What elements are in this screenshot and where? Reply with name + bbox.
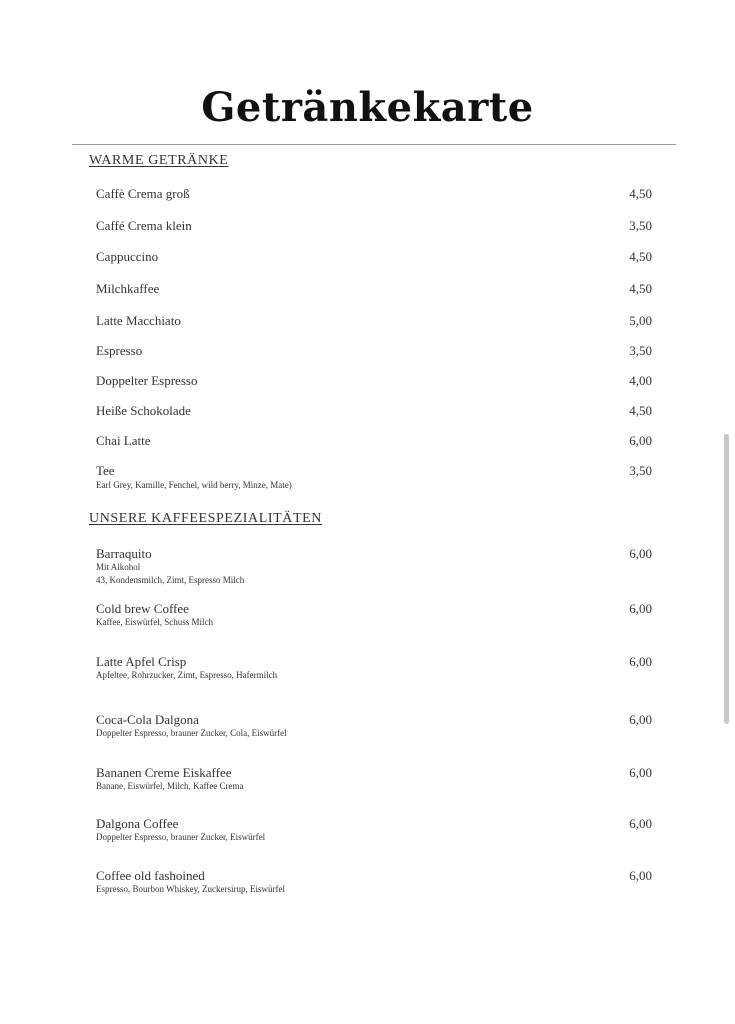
item-price: 6,00 (629, 654, 652, 669)
item-price: 6,00 (629, 546, 652, 561)
page-title: Getränkekarte (201, 84, 534, 131)
item-name: Cold brew Coffee (96, 601, 189, 616)
item-name: Bananen Creme Eiskaffee (96, 765, 232, 780)
item-name: Barraquito (96, 546, 152, 561)
item-description: 43, Kondensmilch, Zimt, Espresso Milch (96, 575, 245, 585)
item-price: 4,50 (629, 249, 652, 264)
item-description: Doppelter Espresso, brauner Zucker, Cola, Eiswürfel (96, 728, 287, 738)
section-heading-kaffeespezialitaeten: UNSERE KAFFEESPEZIALITÄTEN (89, 511, 322, 526)
item-description: Espresso, Bourbon Whiskey, Zuckersirup, Eiswürfel (96, 884, 285, 894)
item-price: 4,50 (629, 186, 652, 201)
item-price: 6,00 (629, 601, 652, 616)
item-name: Milchkaffee (96, 281, 160, 296)
title-divider (72, 144, 676, 145)
item-name: Caffé Crema klein (96, 218, 192, 233)
item-description: Banane, Eiswürfel, Milch, Kaffee Crema (96, 781, 244, 791)
item-price: 6,00 (629, 816, 652, 831)
item-price: 4,00 (629, 373, 652, 388)
item-price: 3,50 (629, 343, 652, 358)
item-description: Apfeltee, Rohrzucker, Zimt, Espresso, Hafermilch (96, 670, 278, 680)
item-description: Earl Grey, Kamille, Fenchel, wild berry, Minze, Mate) (96, 480, 292, 490)
item-name: Latte Apfel Crisp (96, 654, 187, 669)
item-name: Doppelter Espresso (96, 373, 198, 388)
section-heading-warme-getraenke: WARME GETRÄNKE (89, 153, 229, 168)
item-name: Chai Latte (96, 433, 151, 448)
item-name: Cappuccino (96, 249, 159, 264)
item-price: 4,50 (629, 403, 652, 418)
item-price: 3,50 (629, 218, 652, 233)
item-name: Dalgona Coffee (96, 816, 179, 831)
item-name: Tee (96, 463, 115, 478)
item-price: 6,00 (629, 712, 652, 727)
item-description: Kaffee, Eiswürfel, Schuss Milch (96, 617, 214, 627)
item-name: Latte Macchiato (96, 313, 181, 328)
item-name: Heiße Schokolade (96, 403, 191, 418)
item-description: Doppelter Espresso, brauner Zucker, Eiswürfel (96, 832, 266, 842)
item-name: Caffè Crema groß (96, 186, 190, 201)
item-price: 6,00 (629, 433, 652, 448)
item-name: Coffee old fashoined (96, 868, 205, 883)
item-name: Espresso (96, 343, 143, 358)
item-price: 5,00 (629, 313, 652, 328)
item-price: 6,00 (629, 765, 652, 780)
item-price: 4,50 (629, 281, 652, 296)
item-name: Coca-Cola Dalgona (96, 712, 199, 727)
item-price: 3,50 (629, 463, 652, 478)
item-price: 6,00 (629, 868, 652, 883)
scrollbar[interactable] (724, 434, 729, 724)
item-description: Mit Alkohol (96, 562, 141, 572)
